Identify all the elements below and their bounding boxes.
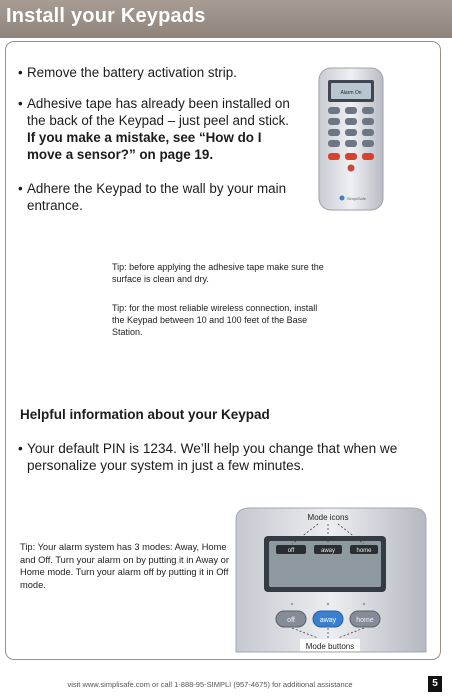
tip-surface-clean: Tip: before applying the adhesive tape make sure the surface is clean and dry. <box>112 262 324 284</box>
bullet-marker: • <box>18 181 23 196</box>
bullet-text: Adhesive tape has already been installed on the back of the Keypad – just peel and stick. <box>27 96 290 128</box>
bullet-adhere-wall <box>18 180 288 214</box>
bullet-default-pin <box>18 440 418 474</box>
page-header <box>0 0 452 38</box>
helpful-info-heading: Helpful information about your Keypad <box>20 407 270 422</box>
page-number: 5 <box>428 676 442 692</box>
bullet-bold-note: If you make a mistake, see “How do I move a sensor?” on page 19. <box>27 130 262 162</box>
footer-assistance: visit www.simplisafe.com or call 1-888-95-SIMPLI (957-4675) for additional assistance <box>67 680 353 689</box>
bullet-marker: • <box>18 65 23 80</box>
keypad-screen-text: Alarm On <box>340 90 362 96</box>
off-icon: off <box>287 548 295 554</box>
bullet-text: Remove the battery activation strip. <box>27 65 237 80</box>
keypad-image <box>318 67 384 211</box>
bullet-text: Adhere the Keypad to the wall by your main entrance. <box>27 181 287 213</box>
mode-icons-label: Mode icons <box>307 513 349 522</box>
page-title: Install your Keypads <box>6 5 206 27</box>
home-button: home <box>356 617 374 624</box>
home-icon: home <box>356 548 372 554</box>
bullet-adhesive-tape <box>18 95 300 163</box>
bullet-remove-strip <box>18 64 298 81</box>
away-button: away <box>319 617 337 624</box>
tip-wireless-range: Tip: for the most reliable wireless connection, install the Keypad between 10 and 100 feet of the Base Station. <box>112 303 318 337</box>
bullet-marker: • <box>18 441 23 456</box>
mode-diagram <box>232 504 430 652</box>
bullet-text: Your default PIN is 1234. We’ll help you change that when we personalize your system in just a few minutes. <box>27 441 398 473</box>
keypad-brand: SimpliSafe <box>347 196 367 201</box>
mode-buttons-label: Mode buttons <box>305 642 355 651</box>
off-button: off <box>287 617 295 624</box>
tip-alarm-modes: Tip: Your alarm system has 3 modes: Away, Home and Off. Turn your alarm on by putting it in Away or Home mode. Turn your alarm off by putting it in Off mode. <box>20 542 229 590</box>
away-icon: away <box>320 548 336 554</box>
bullet-marker: • <box>18 96 23 111</box>
